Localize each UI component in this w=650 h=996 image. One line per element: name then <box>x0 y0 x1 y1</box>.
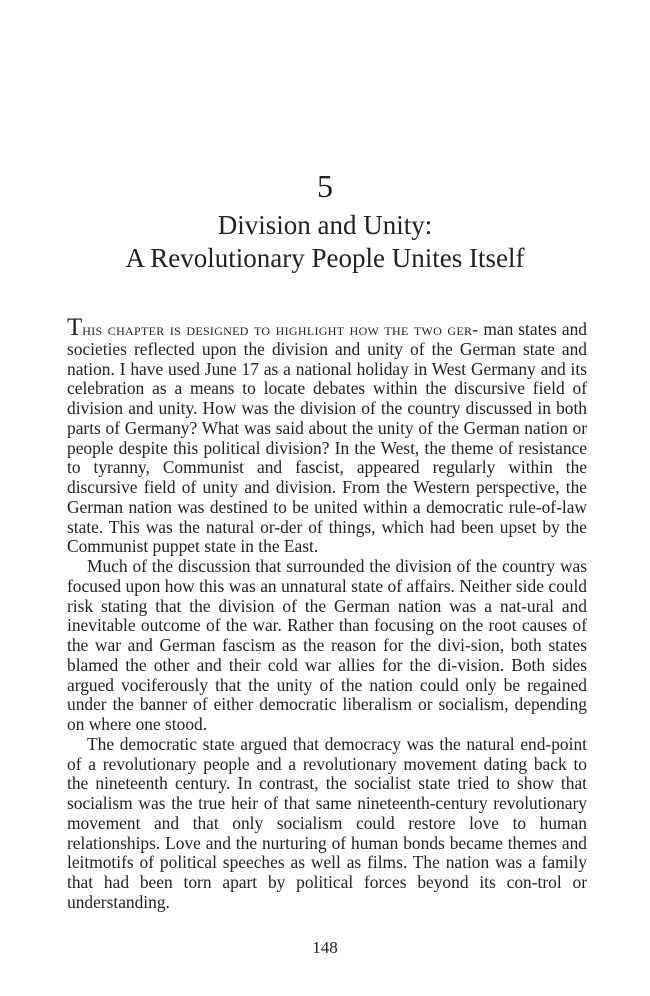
opening-initial: T <box>67 314 83 341</box>
chapter-number: 5 <box>317 168 333 204</box>
paragraph-1 <box>67 314 587 557</box>
paragraph-3: The democratic state argued that democracy was the natural end-point of a revolutionary people and a revolutionary movement dating back to the nineteenth century. In contrast, the socialist state tried to show that socialism was the true heir of that same nineteenth-century revolutionary movement and that only socialism could restore love to human relationships. Love and the nurturing of human bonds became themes and leitmotifs of political speeches as well as films. The nation was a family that had been torn apart by political forces beyond its con-trol or understanding. <box>67 733 587 912</box>
chapter-body <box>67 314 587 913</box>
paragraph-2: Much of the discussion that surrounded the division of the country was focused upon how this was an unnatural state of affairs. Neither side could risk stating that the division of the German nation was a nat-ural and inevitable outcome of the war. Rather than focusing on the root causes of the war and German fascism as the reason for the divi-sion, both states blamed the other and their cold war allies for the di-vision. Both sides argued vociferously that the unity of the nation could only be regained under the banner of either democratic liberalism or socialism, depending on where one stood. <box>67 556 587 734</box>
page-number: 148 <box>312 938 338 957</box>
paragraph-1-text: man states and societies reflected upon the division and unity of the German state and nation. I have used June 17 as a national holiday in West Germany and its celebration as a means to locate debates within the discursive field of division and unity. How was the division of the country discussed in both parts of Germany? What was said about the unity of the German nation or people despite this political division? In the West, the theme of resistance to tyranny, Communist and fascist, appeared regularly within the discursive field of unity and division. From the Western perspective, the German nation was destined to be united within a democratic rule-of-law state. This was the natural or-der of things, which had been upset by the Communist puppet state in the East. <box>67 319 587 557</box>
opening-smallcaps: his chapter is designed to highlight how the two ger- <box>82 319 479 339</box>
chapter-title-line-2: A Revolutionary People Unites Itself <box>125 243 525 273</box>
chapter-title-line-1: Division and Unity: <box>217 210 433 240</box>
chapter-title <box>0 209 650 275</box>
